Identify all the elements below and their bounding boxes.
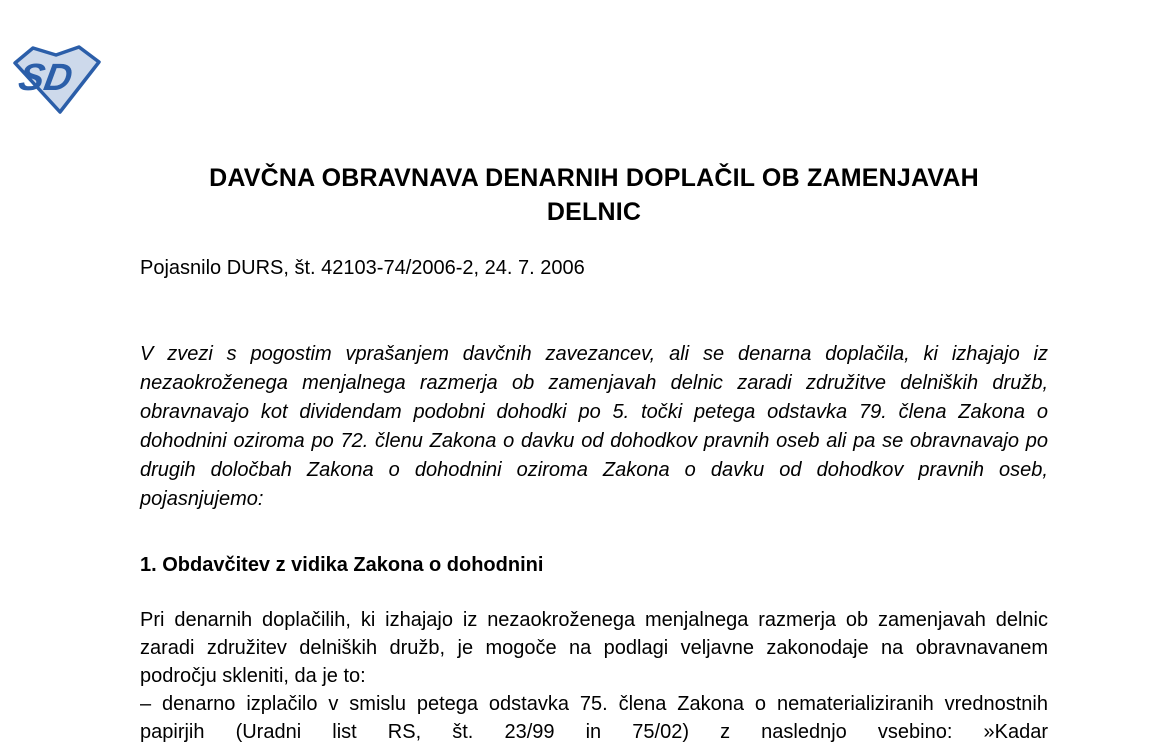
- section-1-body: [140, 606, 1048, 743]
- sd-diamond-logo-icon: [12, 45, 102, 115]
- section-1-paragraph: Pri denarnih doplačilih, ki izhajajo iz nezaokroženega menjalnega razmerja ob zamenjavah delnic zaradi združitev delniških družb, je mogoče na podlagi veljavne zakonodaje na obravnavanem področju skleniti, da je to:: [140, 609, 1048, 687]
- document-reference-line: Pojasnilo DURS, št. 42103-74/2006-2, 24. 7. 2006: [140, 257, 585, 279]
- section-1-list-item: – denarno izplačilo v smislu petega odstavka 75. člena Zakona o nematerializiranih vrednostnih papirjih (Uradni list RS, št. 23/99 in 75/02) z naslednjo vsebino: »Kadar: [140, 693, 1048, 743]
- section-1-heading: 1. Obdavčitev z vidika Zakona o dohodnini: [140, 554, 544, 576]
- logo-letters: SD: [15, 56, 76, 99]
- document-title: [140, 161, 1048, 229]
- intro-paragraph: V zvezi s pogostim vprašanjem davčnih zavezancev, ali se denarna doplačila, ki izhajajo iz nezaokroženega menjalnega razmerja ob zamenjavah delnic zaradi združitve delniških družb, obravnavajo kot dividendam podobni dohodki po 5. točki petega odstavka 79. člena Zakona o dohodnini oziroma po 72. členu Zakona o davku od dohodkov pravnih oseb ali pa se obravnavajo po drugih določbah Zakona o dohodnini oziroma Zakona o davku od dohodkov pravnih oseb, pojasnjujemo:: [140, 343, 1048, 510]
- document-title-line-1: DAVČNA OBRAVNAVA DENARNIH DOPLAČIL OB ZAMENJAVAH: [209, 164, 979, 192]
- document-title-line-2: DELNIC: [546, 198, 642, 226]
